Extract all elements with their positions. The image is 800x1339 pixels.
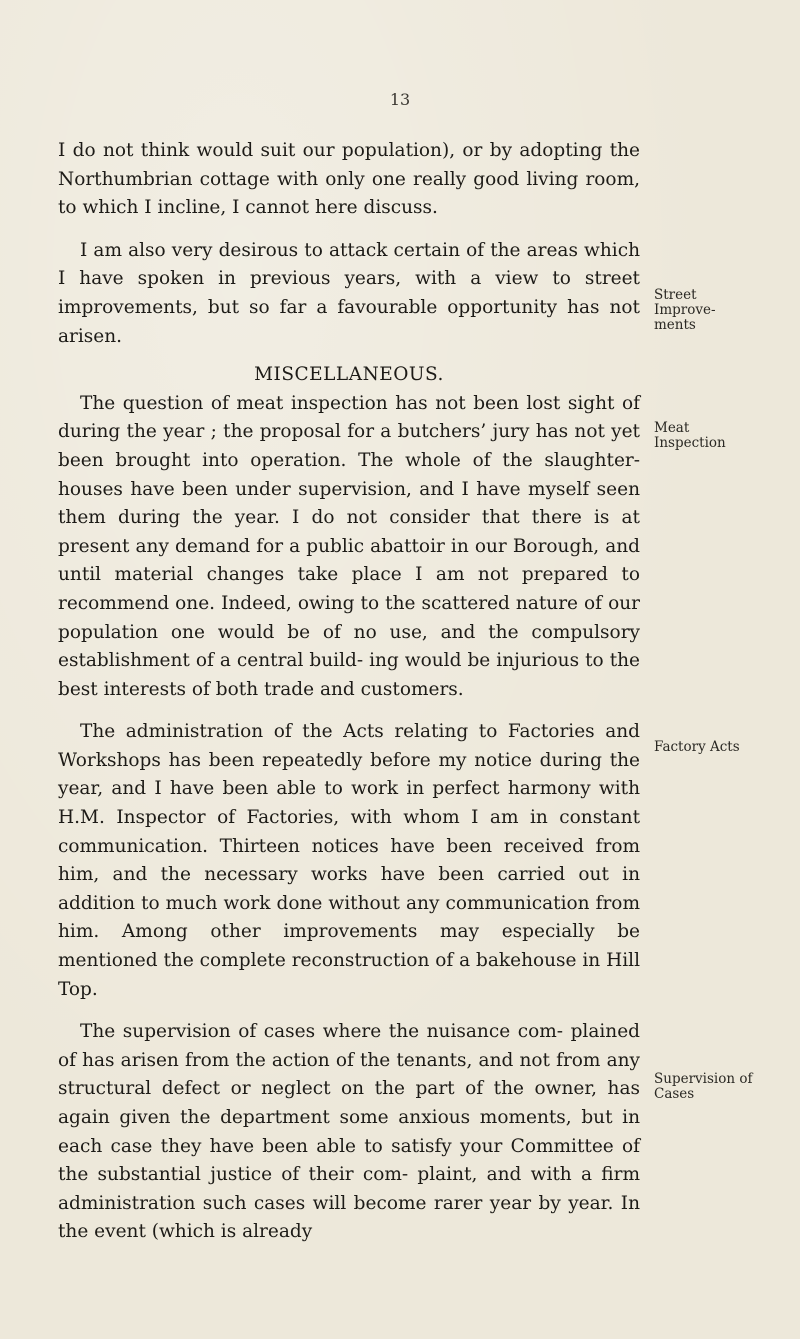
paragraph-supervision-of-cases: The supervision of cases where the nuisance com- plained of has arisen from the action of the tenants, and not from any structural defect or neglect on the part of the owner, has again given the department some anxious moments, but in each case they have been able to satisfy your Committee of the substantial justice of their com- plaint, and with a firm administration such cases will become rarer year by year. In the event (which is already xyxy=(58,1021,640,1243)
section-heading: MISCELLANEOUS. xyxy=(254,364,444,386)
body-text xyxy=(58,137,640,1247)
paragraph-1: I do not think would suit our population), or by adopting the Northumbrian cottage with only one really good living room, to which I incline, I cannot here discuss. xyxy=(58,140,640,219)
paragraph-meat-inspection: The question of meat inspection has not been lost sight of during the year ; the proposal for a butchers’ jury has not yet been brought into operation. The whole of the slaughter-houses have been under supervision, and I have myself seen them during the year. I do not consider that there is at present any demand for a public abattoir in our Borough, and until material changes take place I am not prepared to recommend one. Indeed, owing to the scattered nature of our population one would be of no use, and the compulsory establishment of a central build- ing would be injurious to the best interests of both trade and customers. xyxy=(58,392,640,700)
page-number: 13 xyxy=(389,90,411,109)
margin-note-street-improvements: Street Improve- ments xyxy=(654,287,716,333)
margin-note-supervision-of-cases: Supervision of Cases xyxy=(654,1071,753,1102)
paragraph-factory-acts: The administration of the Acts relating to Factories and Workshops has been repeatedly before my notice during the year, and I have been able to work in perfect harmony with H.M. Inspector of Factories, with whom I am in constant communication. Thirteen notices have been received from him, and the necessary works have been carried out in addition to much work done without any communication from him. Among other improvements may especially be mentioned the complete reconstruction of a bakehouse in Hill Top. xyxy=(58,721,640,1000)
margin-note-meat-inspection: Meat Inspection xyxy=(654,420,726,451)
paragraph-street-improvements: I am also very desirous to attack certain of the areas which I have spoken in previous years, with a view to street improvements, but so far a favourable opportunity has not arisen. xyxy=(58,239,640,347)
margin-note-factory-acts: Factory Acts xyxy=(654,739,740,755)
